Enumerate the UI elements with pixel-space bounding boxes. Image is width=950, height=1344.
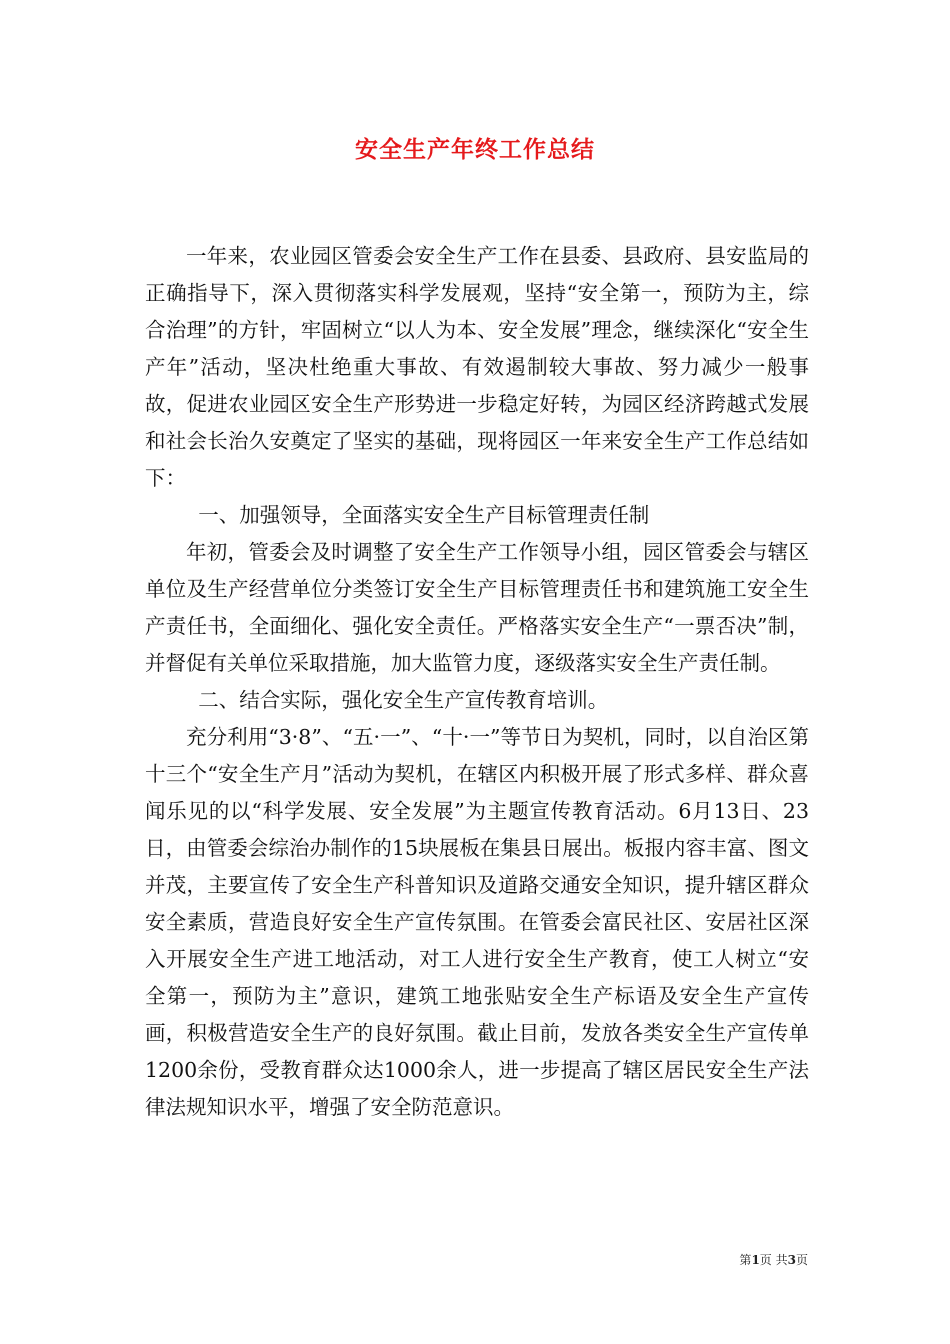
section-2-paragraph: 充分利用“3·8”、“五·一”、“十·一”等节日为契机，同时，以自治区第十三个“安全生产月”活动为契机，在辖区内积极开展了形式多样、群众喜闻乐见的以“科学发展、安全发展”为主题宣传教育活动。6月13日、23日，由管委会综治办制作的15块展板在集县日展出。板报内容丰富、图文并茂，主要宣传了安全生产科普知识及道路交通安全知识，提升辖区群众安全素质，营造良好安全生产宣传氛围。在管委会富民社区、安居社区深入开展安全生产进工地活动，对工人进行安全生产教育，使工人树立“安全第一，预防为主”意识，建筑工地张贴安全生产标语及安全生产宣传画，积极营造安全生产的良好氛围。截止目前，发放各类安全生产宣传单1200余份，受教育群众达1000余人，进一步提高了辖区居民安全生产法律法规知识水平，增强了安全防范意识。 — [145, 725, 809, 1119]
current-page-number: 1 — [751, 1253, 760, 1267]
page-footer — [739, 1251, 808, 1268]
section-heading-2: 二、结合实际，强化安全生产宣传教育培训。 — [198, 688, 609, 712]
intro-paragraph: 一年来，农业园区管委会安全生产工作在县委、县政府、县安监局的正确指导下，深入贯彻落实科学发展观，坚持“安全第一，预防为主，综合治理”的方针，牢固树立“以人为本、安全发展”理念，继续深化“安全生产年”活动，坚决杜绝重大事故、有效遏制较大事故、努力减少一般事故，促进农业园区安全生产形势进一步稳定好转，为园区经济跨越式发展和社会长治久安奠定了坚实的基础，现将园区一年来安全生产工作总结如下： — [145, 244, 809, 490]
document-title: 安全生产年终工作总结 — [355, 136, 595, 163]
footer-prefix: 第 — [739, 1253, 752, 1267]
section-1-paragraph: 年初，管委会及时调整了安全生产工作领导小组，园区管委会与辖区单位及生产经营单位分类签订安全生产目标管理责任书和建筑施工安全生产责任书，全面细化、强化安全责任。严格落实安全生产“一票否决”制，并督促有关单位采取措施，加大监管力度，逐级落实安全生产责任制。 — [145, 540, 809, 675]
total-page-count: 3 — [787, 1253, 796, 1267]
footer-middle: 页 共 — [759, 1253, 788, 1267]
section-heading-1: 一、加强领导，全面落实安全生产目标管理责任制 — [198, 503, 650, 527]
document-body — [145, 238, 809, 1126]
footer-suffix: 页 — [795, 1253, 808, 1267]
